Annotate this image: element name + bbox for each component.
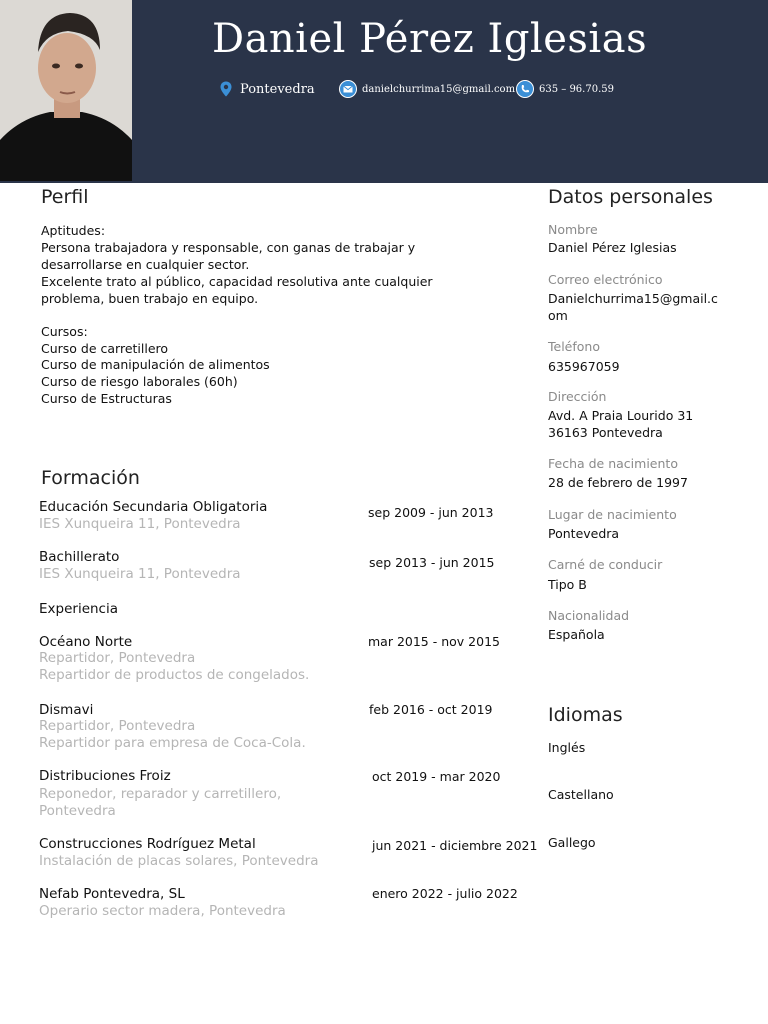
- email-text[interactable]: danielchurrima15@gmail.com: [362, 83, 516, 95]
- perfil-line: Aptitudes:: [41, 223, 106, 238]
- perfil-line: Cursos:: [41, 324, 88, 339]
- entry-subtitle: Instalación de placas solares, Pontevedra: [39, 853, 319, 869]
- entry-description: Repartidor de productos de congelados.: [39, 667, 310, 683]
- perfil-line: desarrollarse en cualquier sector.: [41, 257, 250, 272]
- entry-subtitle: Reponedor, reparador y carretillero,: [39, 786, 282, 802]
- idioma-item: Inglés: [548, 740, 586, 755]
- datos-label: Fecha de nacimiento: [548, 456, 678, 471]
- datos-title: Datos personales: [548, 186, 713, 208]
- entry-title: Construcciones Rodríguez Metal: [39, 836, 256, 852]
- portrait-image: [0, 0, 132, 181]
- city-text: Pontevedra: [240, 81, 315, 97]
- datos-label: Nacionalidad: [548, 608, 630, 623]
- datos-label: Lugar de nacimiento: [548, 507, 677, 522]
- entry-title: Distribuciones Froiz: [39, 768, 171, 784]
- entry-date: mar 2015 - nov 2015: [368, 634, 500, 649]
- entry-title: Océano Norte: [39, 634, 133, 650]
- phone-icon: [516, 80, 534, 98]
- perfil-line: Excelente trato al público, capacidad resolutiva ante cualquier: [41, 274, 433, 289]
- candidate-name: Daniel Pérez Iglesias: [212, 16, 648, 62]
- perfil-line: Persona trabajadora y responsable, con ganas de trabajar y: [41, 240, 416, 255]
- perfil-line: Curso de carretillero: [41, 341, 169, 356]
- idioma-item: Castellano: [548, 787, 614, 802]
- perfil-line: problema, buen trabajo en equipo.: [41, 291, 259, 306]
- entry-subtitle: Operario sector madera, Pontevedra: [39, 903, 286, 919]
- perfil-line: Curso de Estructuras: [41, 391, 172, 406]
- datos-value: Daniel Pérez Iglesias: [548, 240, 677, 255]
- contact-phone: [516, 80, 614, 98]
- perfil-title: Perfil: [41, 186, 89, 208]
- perfil-line: Curso de manipulación de alimentos: [41, 357, 270, 372]
- entry-subtitle: IES Xunqueira 11, Pontevedra: [39, 516, 241, 532]
- entry-subtitle: Repartidor, Pontevedra: [39, 650, 196, 666]
- entry-date: enero 2022 - julio 2022: [372, 886, 518, 901]
- entry-date: feb 2016 - oct 2019: [369, 702, 493, 717]
- entry-title: Educación Secundaria Obligatoria: [39, 499, 268, 515]
- idiomas-title: Idiomas: [548, 704, 623, 726]
- datos-value: 36163 Pontevedra: [548, 425, 663, 440]
- entry-subtitle: IES Xunqueira 11, Pontevedra: [39, 566, 241, 582]
- entry-title: Dismavi: [39, 702, 94, 718]
- idioma-item: Gallego: [548, 835, 596, 850]
- email-icon: [339, 80, 357, 98]
- phone-text: 635 – 96.70.59: [539, 83, 614, 95]
- datos-label: Dirección: [548, 389, 607, 404]
- entry-date: oct 2019 - mar 2020: [372, 769, 501, 784]
- contact-email: [339, 80, 515, 98]
- entry-date: sep 2013 - jun 2015: [369, 555, 495, 570]
- entry-date: jun 2021 - diciembre 2021: [372, 838, 538, 853]
- datos-value: Tipo B: [548, 577, 587, 592]
- entry-description: Repartidor para empresa de Coca-Cola.: [39, 735, 306, 751]
- profile-photo: [0, 0, 132, 181]
- location-pin-icon: [217, 80, 235, 98]
- experiencia-title: Experiencia: [39, 601, 119, 617]
- entry-title: Nefab Pontevedra, SL: [39, 886, 185, 902]
- entry-subtitle: Repartidor, Pontevedra: [39, 718, 196, 734]
- perfil-line: Curso de riesgo laborales (60h): [41, 374, 238, 389]
- datos-label: Teléfono: [548, 339, 600, 354]
- entry-date: sep 2009 - jun 2013: [368, 505, 494, 520]
- datos-value: om: [548, 308, 568, 323]
- datos-label: Carné de conducir: [548, 557, 663, 572]
- datos-value: Pontevedra: [548, 526, 620, 541]
- datos-value: 28 de febrero de 1997: [548, 475, 688, 490]
- datos-value: Española: [548, 627, 605, 642]
- datos-value: Avd. A Praia Lourido 31: [548, 408, 694, 423]
- entry-title: Bachillerato: [39, 549, 120, 565]
- contact-city: [217, 80, 315, 98]
- header-banner: [0, 0, 768, 183]
- entry-subtitle: Pontevedra: [39, 803, 116, 819]
- formacion-title: Formación: [41, 467, 140, 489]
- datos-label: Nombre: [548, 222, 598, 237]
- datos-value: 635967059: [548, 359, 620, 374]
- datos-label: Correo electrónico: [548, 272, 663, 287]
- datos-value: Danielchurrima15@gmail.c: [548, 291, 718, 306]
